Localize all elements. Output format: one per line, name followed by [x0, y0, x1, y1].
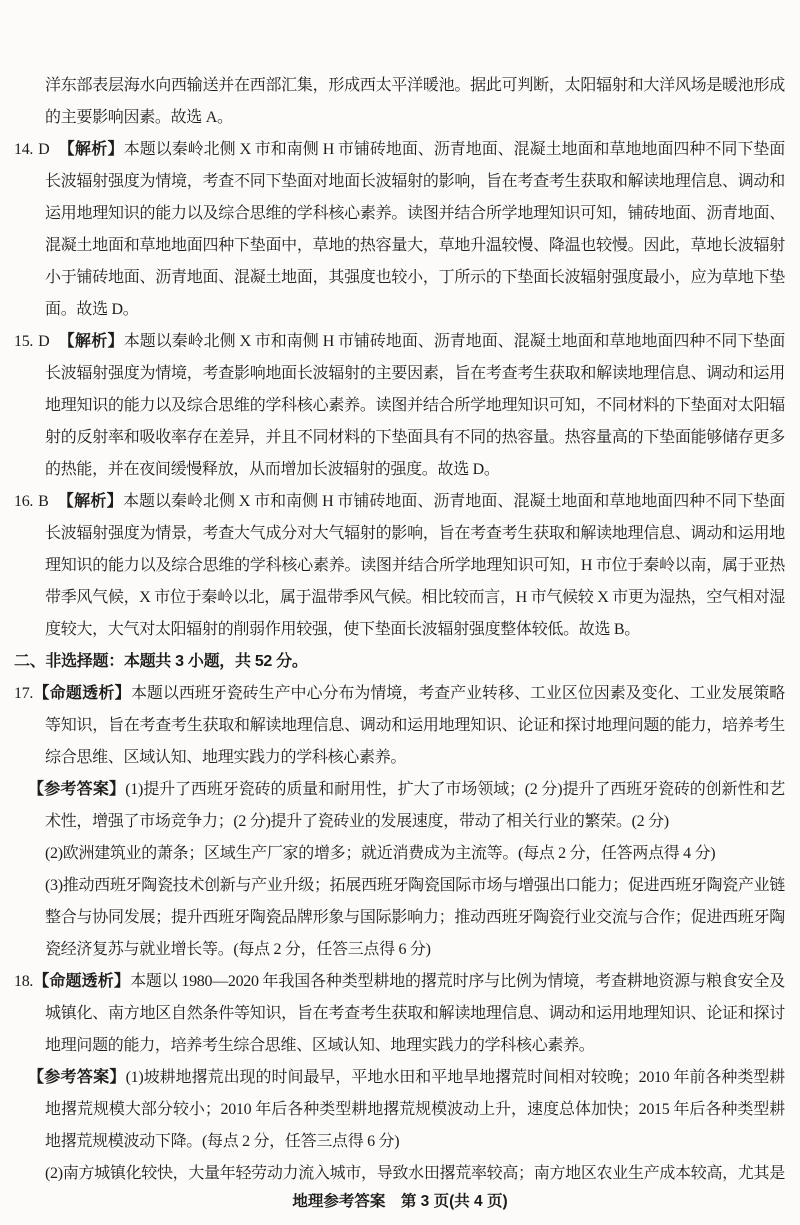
q17-reference-answer — [28, 774, 785, 838]
q18-commentary — [14, 966, 785, 1062]
q17-answer-part1: (1)提升了西班牙瓷砖的质量和耐用性，扩大了市场领域；(2 分)提升了西班牙瓷砖的创新性和艺术性，增强了市场竞争力；(2 分)提升了瓷砖业的发展速度，带动了相关行业的繁荣。(2 分) — [45, 781, 785, 830]
q14-answer-letter: D — [38, 141, 50, 158]
q15-analysis-tag: 【解析】 — [58, 333, 124, 350]
q16-analysis-text: 本题以秦岭北侧 X 市和南侧 H 市铺砖地面、沥青地面、混凝土地面和草地地面四种不同下垫面长波辐射强度为情景，考查大气成分对大气辐射的影响，旨在考查考生获取和解读地理信息、调动和运用地理知识的能力以及综合思维的学科核心素养。读图并结合所学地理知识可知，H 市位于秦岭以南，属于亚热带季风气候，X 市位于秦岭以北，属于温带季风气候。相比较而言，H 市气候较 X 市更为湿热，空气相对湿度较大，大气对太阳辐射的削弱作用较强，使下垫面长波辐射强度整体较低。故选 B。 — [45, 493, 785, 638]
q17-commentary-tag: 【命题透析】 — [33, 685, 131, 702]
q14-number: 14. — [14, 141, 34, 158]
page-footer: 地理参考答案 第 3 页(共 4 页) — [292, 1193, 508, 1210]
q17-answer-part2: (2)欧洲建筑业的萧条；区域生产厂家的增多；就近消费成为主流等。(每点 2 分，任答两点得 4 分) — [45, 845, 716, 862]
q18-number: 18. — [14, 973, 34, 990]
q17-number: 17. — [14, 685, 34, 702]
q16-analysis-tag: 【解析】 — [57, 493, 123, 510]
q13-explanation-tail: 洋东部表层海水向西输送并在西部汇集，形成西太平洋暖池。据此可判断，太阳辐射和大洋风场是暖池形成的主要影响因素。故选 A。 — [45, 77, 785, 126]
q14-explanation — [14, 134, 785, 326]
section-heading-non-choice: 二、非选择题：本题共 3 小题，共 52 分。 — [14, 653, 308, 670]
q16-answer-letter: B — [38, 493, 49, 510]
q17-commentary — [14, 678, 785, 774]
q16-explanation — [14, 486, 785, 646]
q18-commentary-text: 本题以 1980—2020 年我国各种类型耕地的撂荒时序与比例为情境，考查耕地资源与粮食安全及城镇化、南方地区自然条件等知识，旨在考查考生获取和解读地理信息、调动和运用地理知识、论证和探讨地理问题的能力，培养考生综合思维、区域认知、地理实践力的学科核心素养。 — [45, 973, 785, 1054]
q18-answer-part2: (2)南方城镇化较快，大量年轻劳动力流入城市，导致水田撂荒率较高；南方地区农业生产成本较高，尤其是 — [45, 1165, 785, 1182]
q15-explanation — [14, 326, 785, 486]
q18-commentary-tag: 【命题透析】 — [33, 973, 131, 990]
q17-answer-part3: (3)推动西班牙陶瓷技术创新与产业升级；拓展西班牙陶瓷国际市场与增强出口能力；促进西班牙陶瓷产业链整合与协同发展；提升西班牙陶瓷品牌形象与国际影响力；推动西班牙陶瓷行业交流与合作；促进西班牙陶瓷经济复苏与就业增长等。(每点 2 分，任答三点得 6 分) — [45, 877, 785, 958]
q15-number: 15. — [14, 333, 34, 350]
q15-answer-letter: D — [38, 333, 50, 350]
q14-analysis-tag: 【解析】 — [58, 141, 124, 158]
q17-reference-answer-tag: 【参考答案】 — [28, 781, 126, 798]
q18-reference-answer-tag: 【参考答案】 — [28, 1069, 126, 1086]
q16-number: 16. — [14, 493, 34, 510]
q17-commentary-text: 本题以西班牙瓷砖生产中心分布为情境，考查产业转移、工业区位因素及变化、工业发展策略等知识，旨在考查考生获取和解读地理信息、调动和运用地理知识、论证和探讨地理问题的能力，培养考生综合思维、区域认知、地理实践力的学科核心素养。 — [45, 685, 785, 766]
q18-reference-answer — [28, 1062, 785, 1158]
q18-answer-part1: (1)坡耕地撂荒出现的时间最早，平地水田和平地旱地撂荒时间相对较晚；2010 年前各种类型耕地撂荒规模大部分较小；2010 年后各种类型耕地撂荒规模波动上升，速度总体加快；2015 年后各种类型耕地撂荒规模波动下降。(每点 2 分，任答三点得 6 分) — [45, 1069, 785, 1150]
q14-analysis-text: 本题以秦岭北侧 X 市和南侧 H 市铺砖地面、沥青地面、混凝土地面和草地地面四种不同下垫面长波辐射强度为情境，考查不同下垫面对地面长波辐射的影响，旨在考查考生获取和解读地理信息、调动和运用地理知识的能力以及综合思维的学科核心素养。读图并结合所学地理知识可知，铺砖地面、沥青地面、混凝土地面和草地地面四种下垫面中，草地的热容量大，草地升温较慢、降温也较慢。因此，草地长波辐射小于铺砖地面、沥青地面、混凝土地面，其强度也较小，丁所示的下垫面长波辐射强度最小，应为草地下垫面。故选 D。 — [45, 141, 785, 318]
q15-analysis-text: 本题以秦岭北侧 X 市和南侧 H 市铺砖地面、沥青地面、混凝土地面和草地地面四种不同下垫面长波辐射强度为情境，考查影响地面长波辐射的主要因素，旨在考查考生获取和解读地理信息、调动和运用地理知识的能力以及综合思维的学科核心素养。读图并结合所学地理知识可知，不同材料的下垫面对太阳辐射的反射率和吸收率存在差异，并且不同材料的下垫面具有不同的热容量。热容量高的下垫面能够储存更多的热能，并在夜间缓慢释放，从而增加长波辐射的强度。故选 D。 — [45, 333, 785, 478]
